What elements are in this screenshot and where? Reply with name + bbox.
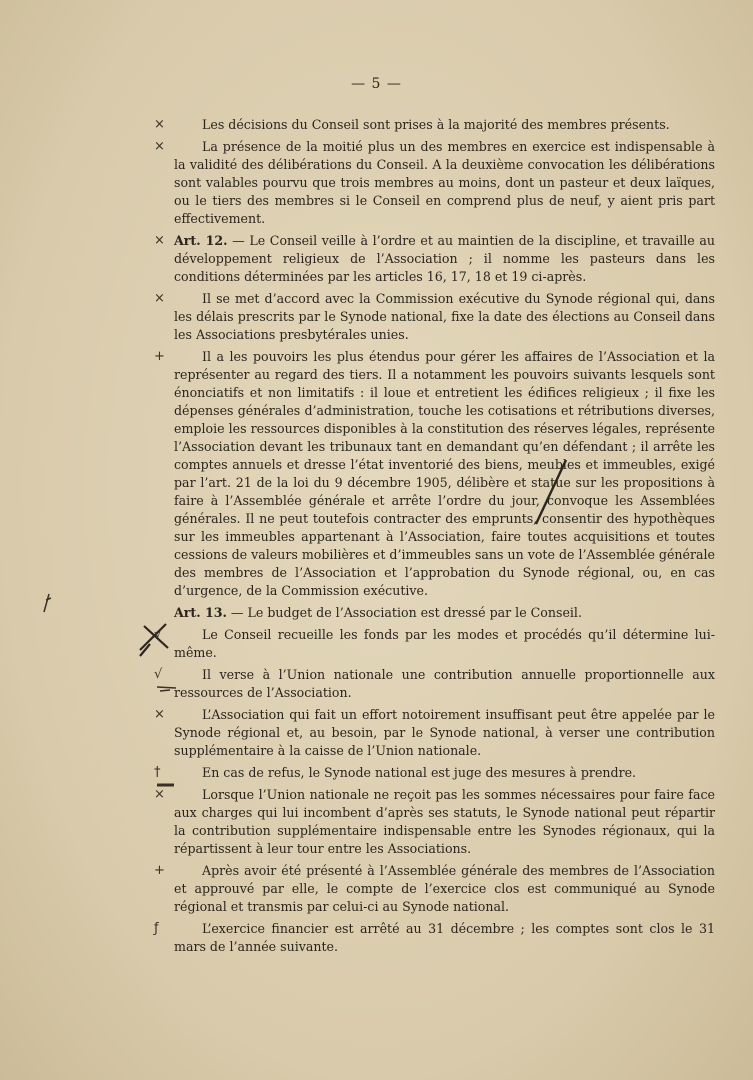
paragraph: × Les décisions du Conseil sont prises à la majorité des membres présents. (154, 117, 670, 132)
paragraph: † En cas de refus, le Synode national est juge des mesures à prendre. (154, 765, 637, 780)
check-mark-icon: × (154, 233, 165, 248)
page-number: — 5 — (351, 76, 402, 92)
article-paragraph: Art. 13. — Le budget de l’Association est dressé par le Conseil. (174, 605, 582, 620)
paragraph: + Il a les pouvoirs les plus étendus pour gérer les affaires de l’Association et la représenter au regard des tiers. Il a notamment les pouvoirs suivants lesquels sont énonciatifs et non limitatifs : il loue et entretient les édifices religieux ; il fixe les dépenses générales d’administration, touche les cotisations et rétributions diverses, emploie les ressources disponibles à la constitution des réserves légales, représente l’Association devant les tribunaux tant en demandant qu’en défendant ; il arrête les comptes annuels et dresse l’état inventorié des biens, meubles et immeubles, exigé par l’art. 21 de la loi du 9 décembre 1905, délibère et statue sur les propositions à faire à l’Assemblée générale et arrête l’ordre du jour, convoque les Assemblées générales. Il ne peut toutefois contracter des emprunts, consentir des hypothèques sur les immeubles appartenant à l’Association, faire toutes acquisitions et toutes cessions de valeurs mobilières et d’immeubles sans un vote de l’Assemblée générale des membres de l’Association et l’approbation du Synode régional, ou, en cas d’urgence, de la Commission exécutive. (154, 349, 716, 598)
check-mark-icon: × (154, 117, 165, 132)
paragraph: ƒ L’exercice financier est arrêté au 31 décembre ; les comptes sont clos le 31 mars de l’année suivante. (154, 921, 715, 954)
check-mark-icon: ƒ (154, 921, 159, 936)
paragraph: + Après avoir été présenté à l’Assemblée générale des membres de l’Association et approuvé par elle, le compte de l’exercice clos est communiqué au Synode régional et transmis par celui-ci au Synode national. (154, 863, 715, 914)
check-mark-icon: × (154, 291, 165, 306)
paragraph: × L’Association qui fait un effort notoirement insuffisant peut être appelée par le Synode régional et, au besoin, par le Synode national, à verser une contribution supplémentaire à la caisse de l’Union nationale. (154, 707, 715, 758)
check-mark-icon: × (154, 139, 165, 154)
check-mark-icon: + (154, 863, 165, 878)
paragraph: × Il se met d’accord avec la Commission exécutive du Synode régional qui, dans les délais prescrits par le Synode national, fixe la date des élections au Conseil dans les Associations presbytérales unies. (154, 291, 715, 342)
check-mark-icon: + (154, 349, 165, 364)
article-label: Art. 13. (174, 605, 227, 620)
check-mark-icon: × (154, 787, 165, 802)
check-mark-icon: × (154, 707, 165, 722)
paragraph: × La présence de la moitié plus un des membres en exercice est indispensable à la validité des délibérations du Conseil. A la deuxième convocation les délibérations sont valables pourvu que trois membres au moins, dont un pasteur et deux laïques, ou le tiers des membres si le Conseil en comprend plus de neuf, y aient pris part effectivement. (154, 139, 715, 226)
paragraph: × Lorsque l’Union nationale ne reçoit pas les sommes nécessaires pour faire face aux charges qui lui incombent d’après ses statuts, le Synode national peut répartir la contribution supplémentaire indispensable entre les Synodes régionaux, qui la répartissent à leur tour entre les Associations. (154, 787, 715, 856)
paragraph: √ Le Conseil recueille les fonds par les modes et procédés qu’il détermine lui-même. (154, 627, 715, 660)
margin-mark-icon (40, 592, 54, 614)
check-mark-icon: √ (154, 667, 163, 682)
check-mark-icon: √ (154, 627, 163, 642)
article-label: Art. 12. (174, 233, 228, 248)
paragraph: √ Il verse à l’Union nationale une contribution annuelle proportionnelle aux ressources de l’Association. (154, 667, 715, 700)
check-mark-icon: † (154, 765, 161, 780)
body-text (154, 116, 716, 960)
article-paragraph: × Art. 12. — Le Conseil veille à l’ordre et au maintien de la discipline, et travaille au développement religieux de l’Association ; il nomme les pasteurs dans les conditions déterminées par les articles 16, 17, 18 et 19 ci-après. (154, 233, 715, 284)
